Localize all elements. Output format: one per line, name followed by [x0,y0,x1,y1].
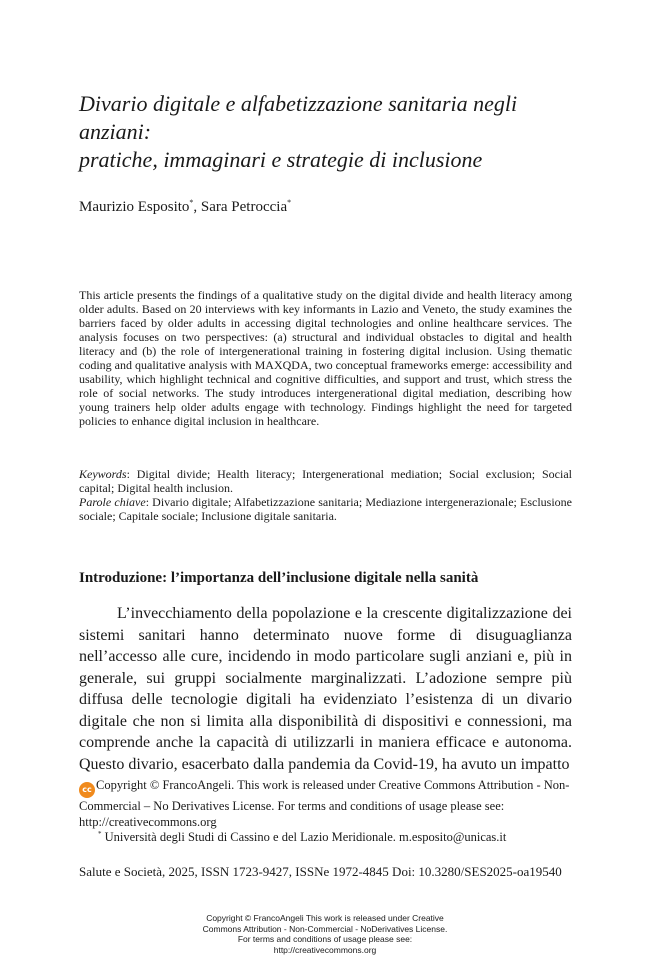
body-paragraph: L’invecchiamento della popolazione e la crescente digitalizzazione dei sistemi sanitari hanno determinato nuove forme di disuguaglianza nell’accesso alle cure, incidendo in modo particolare sugli anziani e, più in generale, sui gruppi socialmente marginalizzati. L’adozione sempre più diffusa delle tecnologie digitali ha evidenziato l’esistenza di un divario digitale che non si limita alla disponibilità di dispositivi e connessioni, ma comprende anche la capacità di utilizzarli in maniera efficace e autonoma. Questo divario, esacerbato dalla pandemia da Covid-19, ha avuto un impatto [79,605,572,773]
parole-chiave-text: : Divario digitale; Alfabetizzazione sanitaria; Mediazione intergenerazionale; Esclusione sociale; Capitale sociale; Inclusione digitale sanitaria. [79,495,572,523]
keywords [79,467,572,495]
affiliation-text: Università degli Studi di Cassino e del Lazio Meridionale. m.esposito@unicas.it [101,830,507,845]
keywords-label: Keywords [79,467,127,481]
author-list [79,194,291,216]
author-name-2: Sara Petroccia [200,199,288,215]
article-title [79,90,579,174]
abstract: This article presents the findings of a qualitative study on the digital divide and health literacy among older adults. Based on 20 interviews with key informants in Lazio and Veneto, the study examines the barriers faced by older adults in accessing digital technologies and online healthcare services. The analysis focuses on two perspectives: (a) structural and individual obstacles to digital and health literacy and (b) the role of intergenerational training in fostering digital inclusion. Using thematic coding and qualitative analysis with MAXQDA, two conceptual frameworks emerge: accessibility and usability, which highlight technical and cognitive difficulties, and support and trust, which stress the role of social networks. The study introduces intergenerational digital mediation, describing how young trainers help older adults engage with technology. Findings highlight the need for targeted policies to enhance digital inclusion in healthcare. [79,288,572,428]
title-line-3: pratiche, immaginari e strategie di inclusione [79,147,483,172]
section-heading: Introduzione: l’importanza dell’inclusione digitale nella sanità [79,570,479,586]
footer-license-line-3: For terms and conditions of usage please see: [237,934,413,944]
author-name-1: Maurizio Esposito [79,199,190,215]
footer-license-line-4: http://creativecommons.org [273,944,377,955]
affiliation-mark: * [98,830,102,838]
author-2-footnote-mark: * [287,198,292,207]
footer-license [150,913,500,955]
author-1-footnote-mark: * [189,198,194,207]
parole-chiave [79,495,572,523]
footer-license-line-1: Copyright © FrancoAngeli This work is released under Creative [206,913,444,923]
copyright-text: Copyright © FrancoAngeli. This work is released under Creative Commons Attribution - Non-Commercial – No Derivatives License. For terms and conditions of usage please see: http://creativecommons.org [79,778,570,829]
keywords-block [79,467,572,523]
journal-citation: Salute e Società, 2025, ISSN 1723-9427, ISSNe 1972-4845 Doi: 10.3280/SES2025-oa19540 [79,864,562,879]
copyright-footnote [79,777,572,830]
keywords-text: : Digital divide; Health literacy; Intergenerational mediation; Social exclusion; Social capital; Digital health inclusion. [79,467,572,495]
title-line-2: anziani: [79,119,152,144]
author-separator: , [193,199,201,215]
footer-license-line-2: Commons Attribution - Non-Commercial - NoDerivatives License. [202,923,448,934]
creative-commons-icon: cc [79,782,95,798]
title-line-1: Divario digitale e alfabetizzazione sanitaria negli [79,91,518,116]
affiliation-footnote [98,826,578,845]
parole-chiave-label: Parole chiave [79,495,146,509]
